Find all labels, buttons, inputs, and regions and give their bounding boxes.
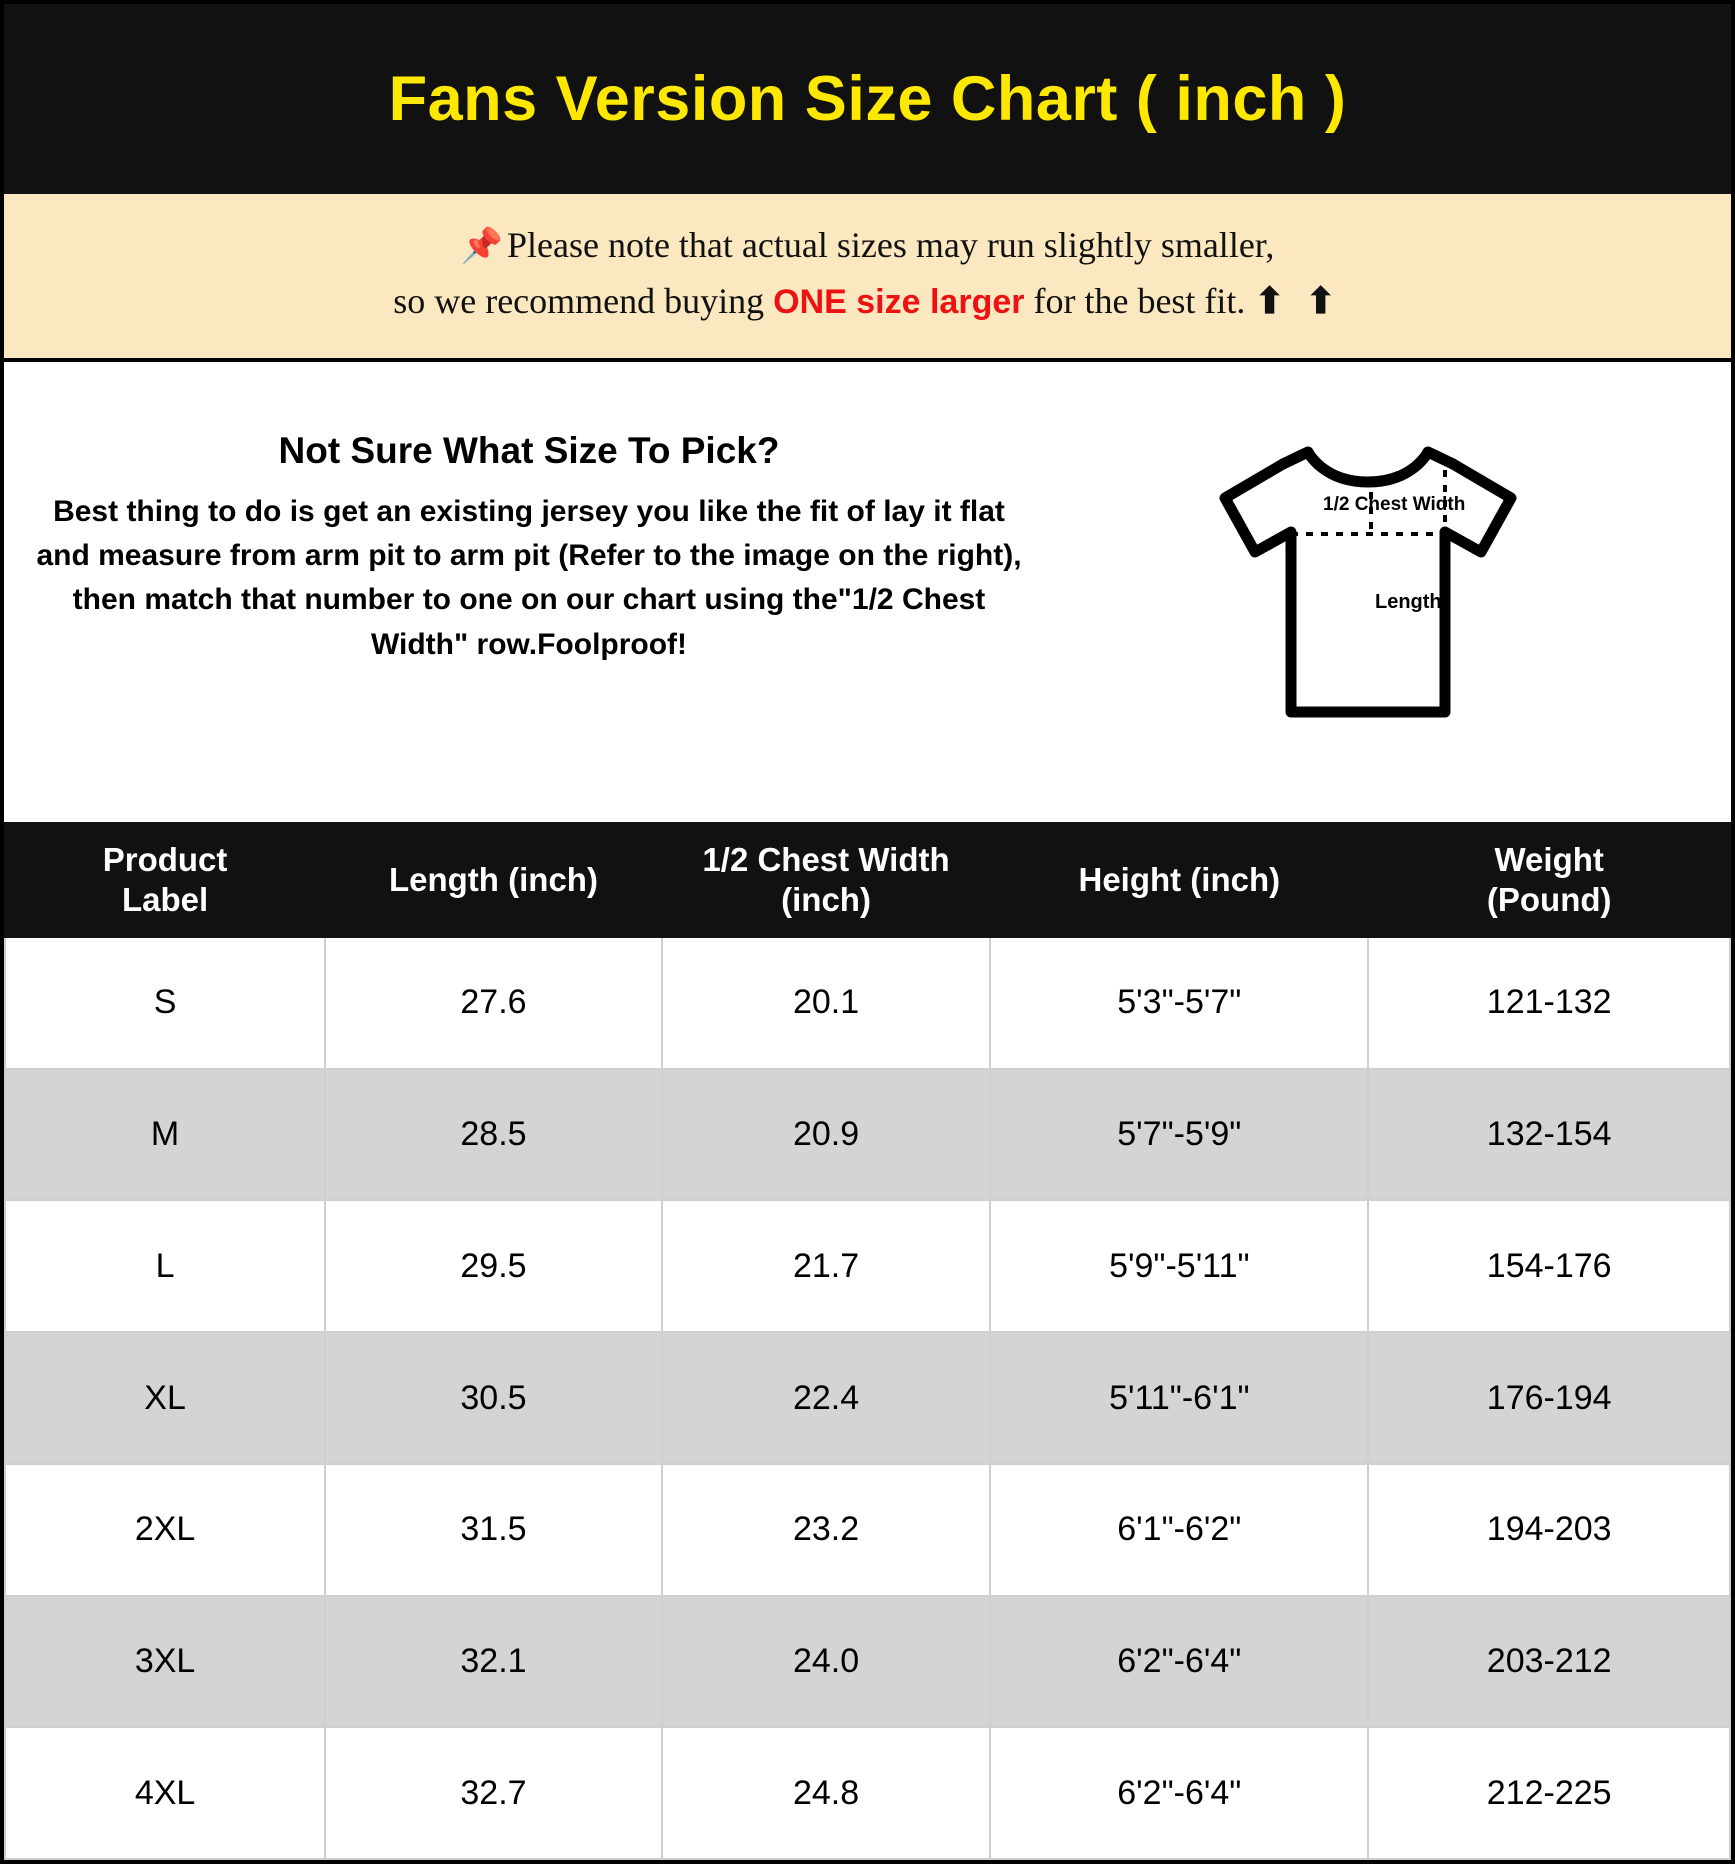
cell-length: 28.5: [325, 1069, 662, 1201]
table-row: [5, 1727, 1730, 1859]
table-row: [5, 1200, 1730, 1332]
cell-weight: 121-132: [1368, 937, 1730, 1069]
note-emphasis: ONE size larger: [773, 282, 1025, 321]
chest-width-label: 1/2 Chest Width: [1322, 493, 1465, 515]
th-weight-line1: Weight: [1494, 840, 1604, 878]
cell-length: 29.5: [325, 1200, 662, 1332]
th-product-label-line2: Label: [121, 880, 209, 918]
cell-chest: 24.8: [662, 1727, 990, 1859]
cell-chest: 20.9: [662, 1069, 990, 1201]
cell-weight: 203-212: [1368, 1596, 1730, 1728]
help-heading: Not Sure What Size To Pick?: [278, 429, 780, 471]
cell-label: L: [5, 1200, 325, 1332]
cell-chest: 24.0: [662, 1596, 990, 1728]
note-line-2: [24, 274, 1711, 330]
cell-chest: 20.1: [662, 937, 990, 1069]
tshirt-diagram: [1024, 402, 1711, 742]
cell-height: 5'3"-5'7": [990, 937, 1368, 1069]
table-row: [5, 1069, 1730, 1201]
cell-weight: 176-194: [1368, 1332, 1730, 1464]
cell-length: 27.6: [325, 937, 662, 1069]
table-row: [5, 1596, 1730, 1728]
cell-label: 2XL: [5, 1464, 325, 1596]
cell-label: XL: [5, 1332, 325, 1464]
cell-label: M: [5, 1069, 325, 1201]
cell-length: 30.5: [325, 1332, 662, 1464]
help-section: [4, 362, 1731, 822]
cell-height: 5'7"-5'9": [990, 1069, 1368, 1201]
table-body: [5, 937, 1730, 1859]
cell-weight: 132-154: [1368, 1069, 1730, 1201]
cell-height: 5'9"-5'11": [990, 1200, 1368, 1332]
cell-height: 6'2"-6'4": [990, 1596, 1368, 1728]
cell-length: 32.1: [325, 1596, 662, 1728]
table-row: [5, 937, 1730, 1069]
cell-weight: 212-225: [1368, 1727, 1730, 1859]
note-text-2-pre: so we recommend buying: [393, 280, 774, 321]
cell-weight: 154-176: [1368, 1200, 1730, 1332]
th-height: Height (inch): [990, 823, 1368, 938]
th-product-label: [5, 823, 325, 938]
size-table: [4, 822, 1731, 1860]
help-text-block: [24, 402, 1024, 668]
cell-label: 3XL: [5, 1596, 325, 1728]
table-header: [5, 823, 1730, 938]
table-row: [5, 1464, 1730, 1596]
cell-length: 32.7: [325, 1727, 662, 1859]
cell-height: 6'2"-6'4": [990, 1727, 1368, 1859]
length-label: Length: [1374, 590, 1442, 613]
cell-label: S: [5, 937, 325, 1069]
table-row: [5, 1332, 1730, 1464]
th-length: Length (inch): [325, 823, 662, 938]
help-body: Best thing to do is get an existing jersey you like the fit of lay it flat and measure from arm pit to arm pit (Refer to the image on the right), then match that number to one on our chart using the"1/2 Chest Width" row.Foolproof!: [36, 494, 1022, 661]
th-chest-line1: 1/2 Chest Width: [702, 840, 950, 878]
th-product-label-line1: Product: [102, 840, 228, 878]
tshirt-icon: [1203, 412, 1533, 742]
cell-height: 6'1"-6'2": [990, 1464, 1368, 1596]
th-chest-width: [662, 823, 990, 938]
title-banner: [4, 4, 1731, 194]
cell-chest: 21.7: [662, 1200, 990, 1332]
note-text-1: Please note that actual sizes may run slightly smaller,: [506, 225, 1275, 265]
up-arrows-icon: ⬆ ⬆: [1254, 280, 1342, 321]
th-weight: [1368, 823, 1730, 938]
note-line-1: [24, 218, 1711, 274]
th-weight-line2: (Pound): [1486, 880, 1612, 918]
cell-height: 5'11"-6'1": [990, 1332, 1368, 1464]
pushpin-icon: 📌: [460, 228, 503, 265]
cell-chest: 22.4: [662, 1332, 990, 1464]
cell-chest: 23.2: [662, 1464, 990, 1596]
note-strip: [4, 194, 1731, 362]
cell-weight: 194-203: [1368, 1464, 1730, 1596]
cell-label: 4XL: [5, 1727, 325, 1859]
th-chest-line2: (inch): [781, 880, 871, 918]
note-text-2-post: for the best fit.: [1024, 280, 1246, 321]
page-title: Fans Version Size Chart ( inch ): [388, 64, 1347, 134]
cell-length: 31.5: [325, 1464, 662, 1596]
table-header-row: [5, 823, 1730, 938]
